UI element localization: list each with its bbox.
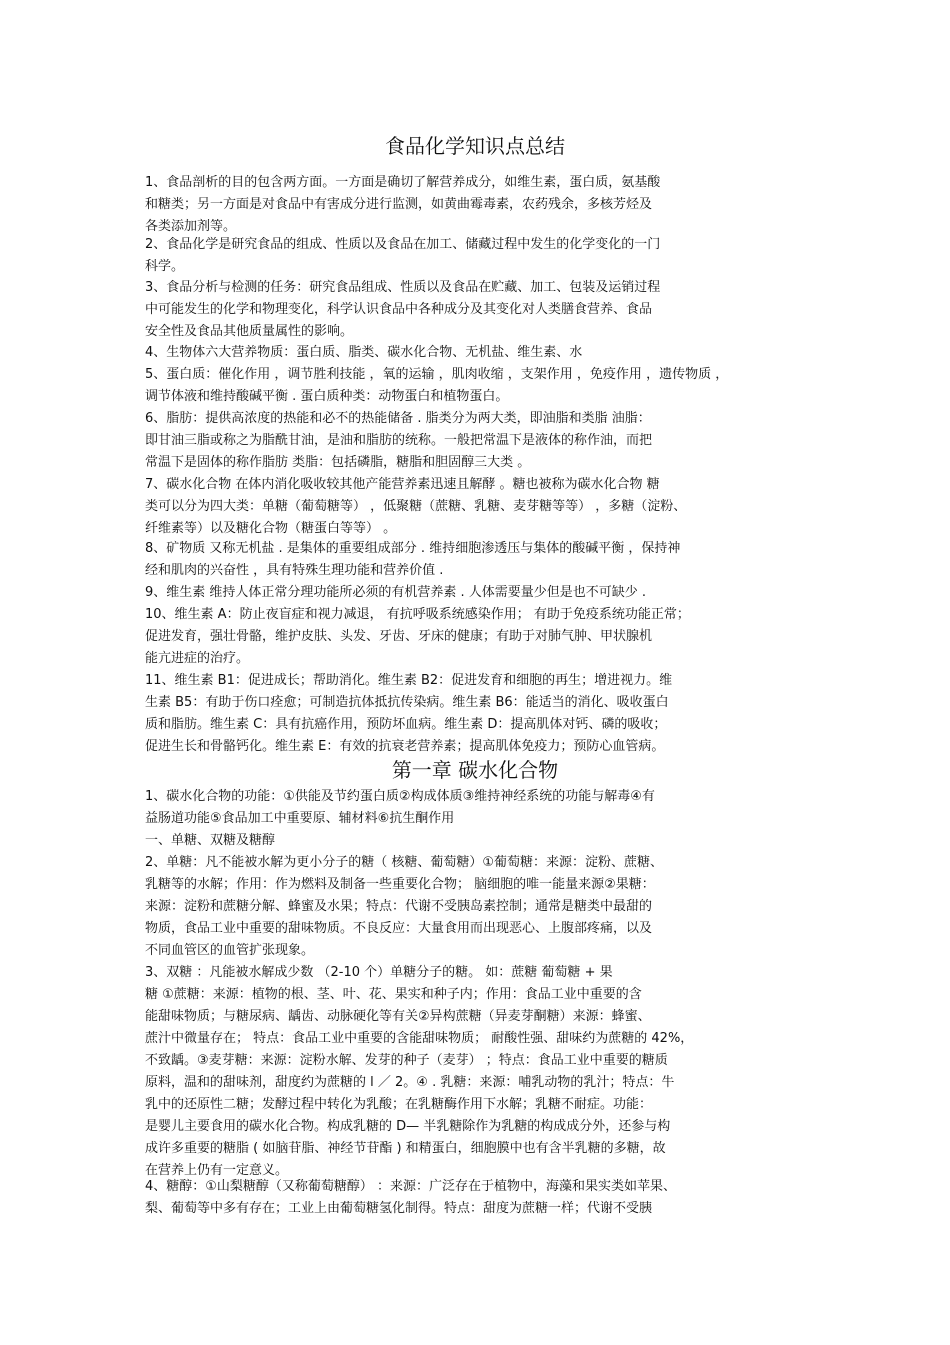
text-line: 原料，温和的甜味剂，甜度约为蔗糖的 l ／ 2。④ . 乳糖：来源：哺乳动物的乳汁；特点：牛 bbox=[145, 1075, 675, 1090]
text-line: 8、矿物质 又称无机盐 . 是集体的重要组成部分 . 维持细胞渗透压与集体的酸碱平衡 ，保持神 bbox=[145, 541, 681, 556]
text-line: 2、食品化学是研究食品的组成、性质以及食品在加工、储藏过程中发生的化学变化的一门 bbox=[145, 237, 661, 252]
paragraph bbox=[145, 830, 810, 852]
paragraph bbox=[145, 670, 810, 758]
text-line: 常温下是固体的称作脂肪 类脂：包括磷脂，糖脂和胆固醇三大类 。 bbox=[145, 455, 531, 470]
text-line: 4、生物体六大营养物质：蛋白质、脂类、碳水化合物、无机盐、维生素、水 bbox=[145, 345, 583, 360]
text-line: 在营养上仍有一定意义。 bbox=[145, 1163, 289, 1178]
text-line: 科学。 bbox=[145, 259, 185, 274]
text-line: 1、食品剖析的目的包含两方面。一方面是确切了解营养成分，如维生素，蛋白质，氨基酸 bbox=[145, 175, 661, 190]
paragraph bbox=[145, 538, 810, 582]
chapter-title: 第一章 碳水化合物 bbox=[391, 758, 559, 782]
paragraph bbox=[145, 364, 810, 408]
text-line: 调节体液和维持酸碱平衡 . 蛋白质种类：动物蛋白和植物蛋白。 bbox=[145, 389, 509, 404]
text-line: 1、碳水化合物的功能：①供能及节约蛋白质②构成体质③维持神经系统的功能与解毒④有 bbox=[145, 789, 655, 804]
text-line: 是婴儿主要食用的碳水化合物。构成乳糖的 D— 半乳糖除作为乳糖的构成成分外，还参与构 bbox=[145, 1119, 671, 1134]
text-line: 不致龋。③麦芽糖：来源：淀粉水解、发芽的种子（麦芽） ；特点：食品工业中重要的糖质 bbox=[145, 1053, 668, 1068]
text-line: 一、单糖、双糖及糖醇 bbox=[145, 833, 276, 848]
paragraph bbox=[145, 408, 810, 474]
text-line: 9、维生素 维持人体正常分理功能所必须的有机营养素 . 人体需要量少但是也不可缺少 . bbox=[145, 585, 647, 600]
text-line: 类可以分为四大类：单糖（葡萄糖等） ，低聚糖（蔗糖、乳糖、麦芽糖等等） ，多糖（淀粉、 bbox=[145, 499, 687, 514]
text-line: 11、维生素 B1：促进成长；帮助消化。维生素 B2：促进发育和细胞的再生；增进视力。维 bbox=[145, 673, 673, 688]
paragraph bbox=[145, 852, 810, 962]
paragraph bbox=[145, 962, 810, 1182]
text-line: 能甜味物质；与糖尿病、龋齿、动脉硬化等有关②异构蔗糖（异麦芽酮糖）来源：蜂蜜、 bbox=[145, 1009, 651, 1024]
text-line: 2、单糖：凡不能被水解为更小分子的糖（ 核糖、葡萄糖）①葡萄糖：来源：淀粉、蔗糖、 bbox=[145, 855, 664, 870]
paragraph bbox=[145, 604, 810, 670]
text-line: 乳中的还原性二糖；发酵过程中转化为乳酸；在乳糖酶作用下水解；乳糖不耐症。功能： bbox=[145, 1097, 653, 1112]
text-line: 7、碳水化合物 在体内消化吸收较其他产能营养素迅速且解酵 。糖也被称为碳水化合物 糖 bbox=[145, 477, 660, 492]
paragraph bbox=[145, 1176, 810, 1220]
text-line: 益肠道功能⑤食品加工中重要原、辅材料⑥抗生酮作用 bbox=[145, 811, 455, 826]
paragraph bbox=[145, 474, 810, 540]
document-title: 食品化学知识点总结 bbox=[385, 134, 565, 158]
text-line: 10、维生素 A：防止夜盲症和视力减退， 有抗呼吸系统感染作用； 有助于免疫系统功能正常； bbox=[145, 607, 690, 622]
text-line: 物质，食品工业中重要的甜味物质。不良反应：大量食用而出现恶心、上腹部疼痛，以及 bbox=[145, 921, 653, 936]
text-line: 来源：淀粉和蔗糖分解、蜂蜜及水果；特点：代谢不受胰岛素控制；通常是糖类中最甜的 bbox=[145, 899, 653, 914]
text-line: 安全性及食品其他质量属性的影响。 bbox=[145, 324, 354, 339]
text-line: 6、脂肪：提供高浓度的热能和必不的热能储备 . 脂类分为两大类，即油脂和类脂 油脂： bbox=[145, 411, 651, 426]
text-line: 3、双糖 ：凡能被水解成少数 （2-10 个）单糖分子的糖。 如：蔗糖 葡萄糖 + 果 bbox=[145, 965, 613, 980]
text-line: 梨、葡萄等中多有存在；工业上由葡萄糖氢化制得。特点：甜度为蔗糖一样；代谢不受胰 bbox=[145, 1201, 653, 1216]
text-line: 3、食品分析与检测的任务：研究食品组成、性质以及食品在贮藏、加工、包装及运销过程 bbox=[145, 280, 661, 295]
text-line: 成许多重要的糖脂 ( 如脑苷脂、神经节苷酯 ) 和精蛋白，细胞膜中也有含半乳糖的多糖，故 bbox=[145, 1141, 666, 1156]
text-line: 质和脂肪。维生素 C：具有抗癌作用，预防坏血病。维生素 D：提高肌体对钙、磷的吸收； bbox=[145, 717, 667, 732]
text-line: 各类添加剂等。 bbox=[145, 219, 237, 234]
paragraph bbox=[145, 172, 810, 238]
paragraph bbox=[145, 786, 810, 830]
text-line: 和糖类；另一方面是对食品中有害成分进行监测，如黄曲霉毒素，农药残余，多核芳烃及 bbox=[145, 197, 653, 212]
text-line: 乳糖等的水解；作用：作为燃料及制备一些重要化合物； 脑细胞的唯一能量来源②果糖： bbox=[145, 877, 655, 892]
text-line: 经和肌肉的兴奋性 ，具有特殊生理功能和营养价值 . bbox=[145, 563, 444, 578]
paragraph bbox=[145, 234, 810, 278]
paragraph bbox=[145, 582, 810, 604]
text-line: 不同血管区的血管扩张现象。 bbox=[145, 943, 315, 958]
paragraph bbox=[145, 342, 810, 364]
text-line: 5、蛋白质：催化作用 ，调节胜利技能 ，氧的运输 ，肌肉收缩 ，支架作用 ，免疫作用 ，遗传物质 ， bbox=[145, 367, 729, 382]
paragraph bbox=[145, 277, 810, 343]
text-line: 促进生长和骨骼钙化。维生素 E：有效的抗衰老营养素；提高肌体免疫力；预防心血管病。 bbox=[145, 739, 665, 754]
text-line: 纤维素等）以及糖化合物（糖蛋白等等） 。 bbox=[145, 521, 397, 536]
text-line: 中可能发生的化学和物理变化，科学认识食品中各种成分及其变化对人类膳食营养、食品 bbox=[145, 302, 653, 317]
text-line: 蔗汁中微量存在； 特点：食品工业中重要的含能甜味物质； 耐酸性强、甜味约为蔗糖的 42%， bbox=[145, 1031, 694, 1046]
text-line: 糖 ①蔗糖：来源：植物的根、茎、叶、花、果实和种子内；作用：食品工业中重要的含 bbox=[145, 987, 642, 1002]
text-line: 生素 B5：有助于伤口痊愈；可制造抗体抵抗传染病。维生素 B6：能适当的消化、吸收蛋白 bbox=[145, 695, 669, 710]
text-line: 促进发育，强壮骨骼，维护皮肤、头发、牙齿、牙床的健康；有助于对肺气肿、甲状腺机 bbox=[145, 629, 653, 644]
text-line: 4、糖醇：①山梨糖醇（又称葡萄糖醇） ：来源：广泛存在于植物中，海藻和果实类如苹果、 bbox=[145, 1179, 677, 1194]
text-line: 能亢进症的治疗。 bbox=[145, 651, 250, 666]
text-line: 即甘油三脂或称之为脂酰甘油，是油和脂肪的统称。一般把常温下是液体的称作油，而把 bbox=[145, 433, 653, 448]
